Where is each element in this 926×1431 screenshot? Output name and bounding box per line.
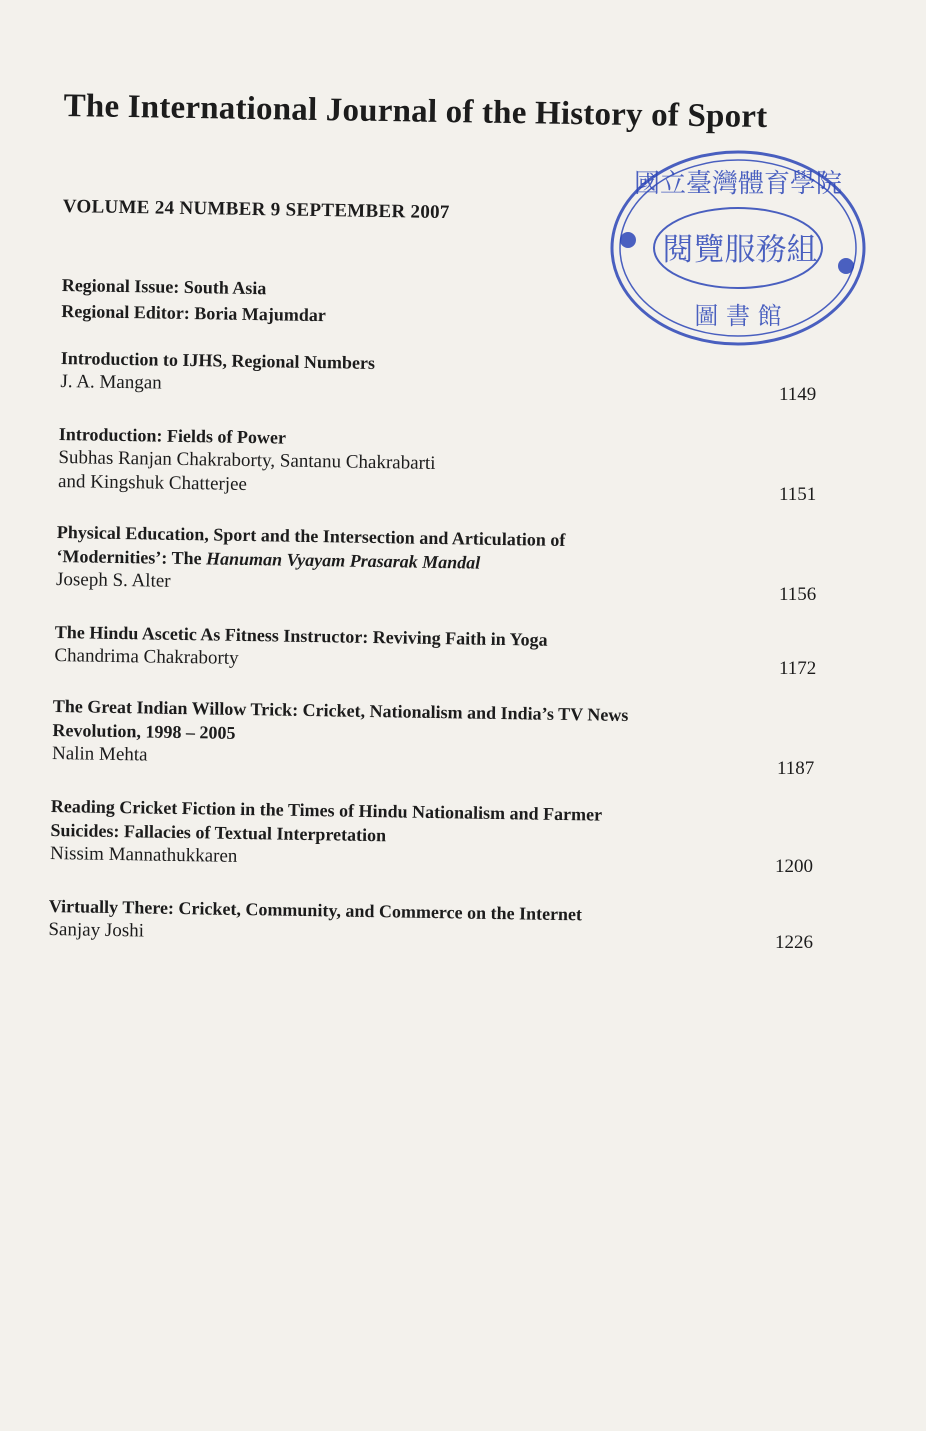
stamp-flower-right-icon [838, 258, 854, 274]
toc-entry-title: Introduction: Fields of Power [58, 423, 287, 448]
toc-entry-page: 1151 [779, 484, 817, 505]
toc-entry-page: 1172 [779, 658, 817, 679]
toc-entry-author: Nissim Mannathukkaren [49, 842, 238, 867]
toc-entry-page: 1226 [775, 932, 813, 953]
toc-entry [56, 520, 566, 600]
toc-entry-title: The Hindu Ascetic As Fitness Instructor: Reviving Faith in Yoga [54, 621, 548, 650]
volume-line: VOLUME 24 NUMBER 9 SEPTEMBER 2007 [62, 196, 450, 224]
regional-issue: Regional Issue: South Asia [61, 274, 267, 299]
toc-entry-page: 1187 [777, 758, 815, 779]
toc-entry-title: Reading Cricket Fiction in the Times of Hindu Nationalism and Farmer [50, 795, 603, 825]
stamp-flower-left-icon [620, 232, 636, 248]
toc-entry-page: 1200 [775, 856, 813, 877]
toc-entry-author: and Kingshuk Chatterjee [57, 470, 248, 495]
toc-entry [48, 894, 582, 950]
library-stamp [608, 148, 868, 348]
toc-entry-author: Sanjay Joshi [48, 918, 145, 942]
toc-entry-author: J. A. Mangan [60, 370, 162, 394]
toc-entry [54, 620, 548, 676]
toc-entry-title: Revolution, 1998 – 2005 [52, 719, 236, 743]
toc-entry [60, 346, 375, 399]
toc-entry-title-italic: Hanuman Vyayam Prasarak Mandal [205, 548, 481, 573]
toc-entry-page: 1149 [779, 384, 817, 405]
toc-entry-title-prefix: ‘Modernities’: The [56, 545, 207, 569]
stamp-center-text: 閱覽服務組 [662, 232, 818, 268]
toc-entry-author: Joseph S. Alter [55, 568, 171, 592]
toc-entry [52, 694, 629, 775]
toc-entry-title: The Great Indian Willow Trick: Cricket, Nationalism and India’s TV News [52, 695, 629, 726]
toc-entry-title: Suicides: Fallacies of Textual Interpretation [50, 819, 387, 846]
regional-editor: Regional Editor: Boria Majumdar [61, 300, 326, 326]
stamp-bottom-text: 圖 書 館 [694, 302, 782, 330]
regional-info [61, 272, 326, 328]
toc-entry-title: Virtually There: Cricket, Community, and Commerce on the Internet [48, 895, 583, 925]
toc-entry [58, 422, 436, 500]
toc-entry-author: Chandrima Chakraborty [54, 644, 239, 669]
toc-entry-author: Subhas Ranjan Chakraborty, Santanu Chakrabarti [58, 446, 436, 474]
toc-entry-title: Physical Education, Sport and the Intersection and Articulation of [56, 521, 566, 550]
toc-entry [50, 794, 602, 875]
toc-entry-title: Introduction to IJHS, Regional Numbers [60, 347, 376, 373]
journal-title: The International Journal of the History of Sport [63, 88, 768, 136]
stamp-top-text: 國立臺灣體育學院 [633, 169, 843, 199]
toc-entry-author: Nalin Mehta [51, 742, 148, 766]
toc-entry-page: 1156 [779, 584, 817, 605]
